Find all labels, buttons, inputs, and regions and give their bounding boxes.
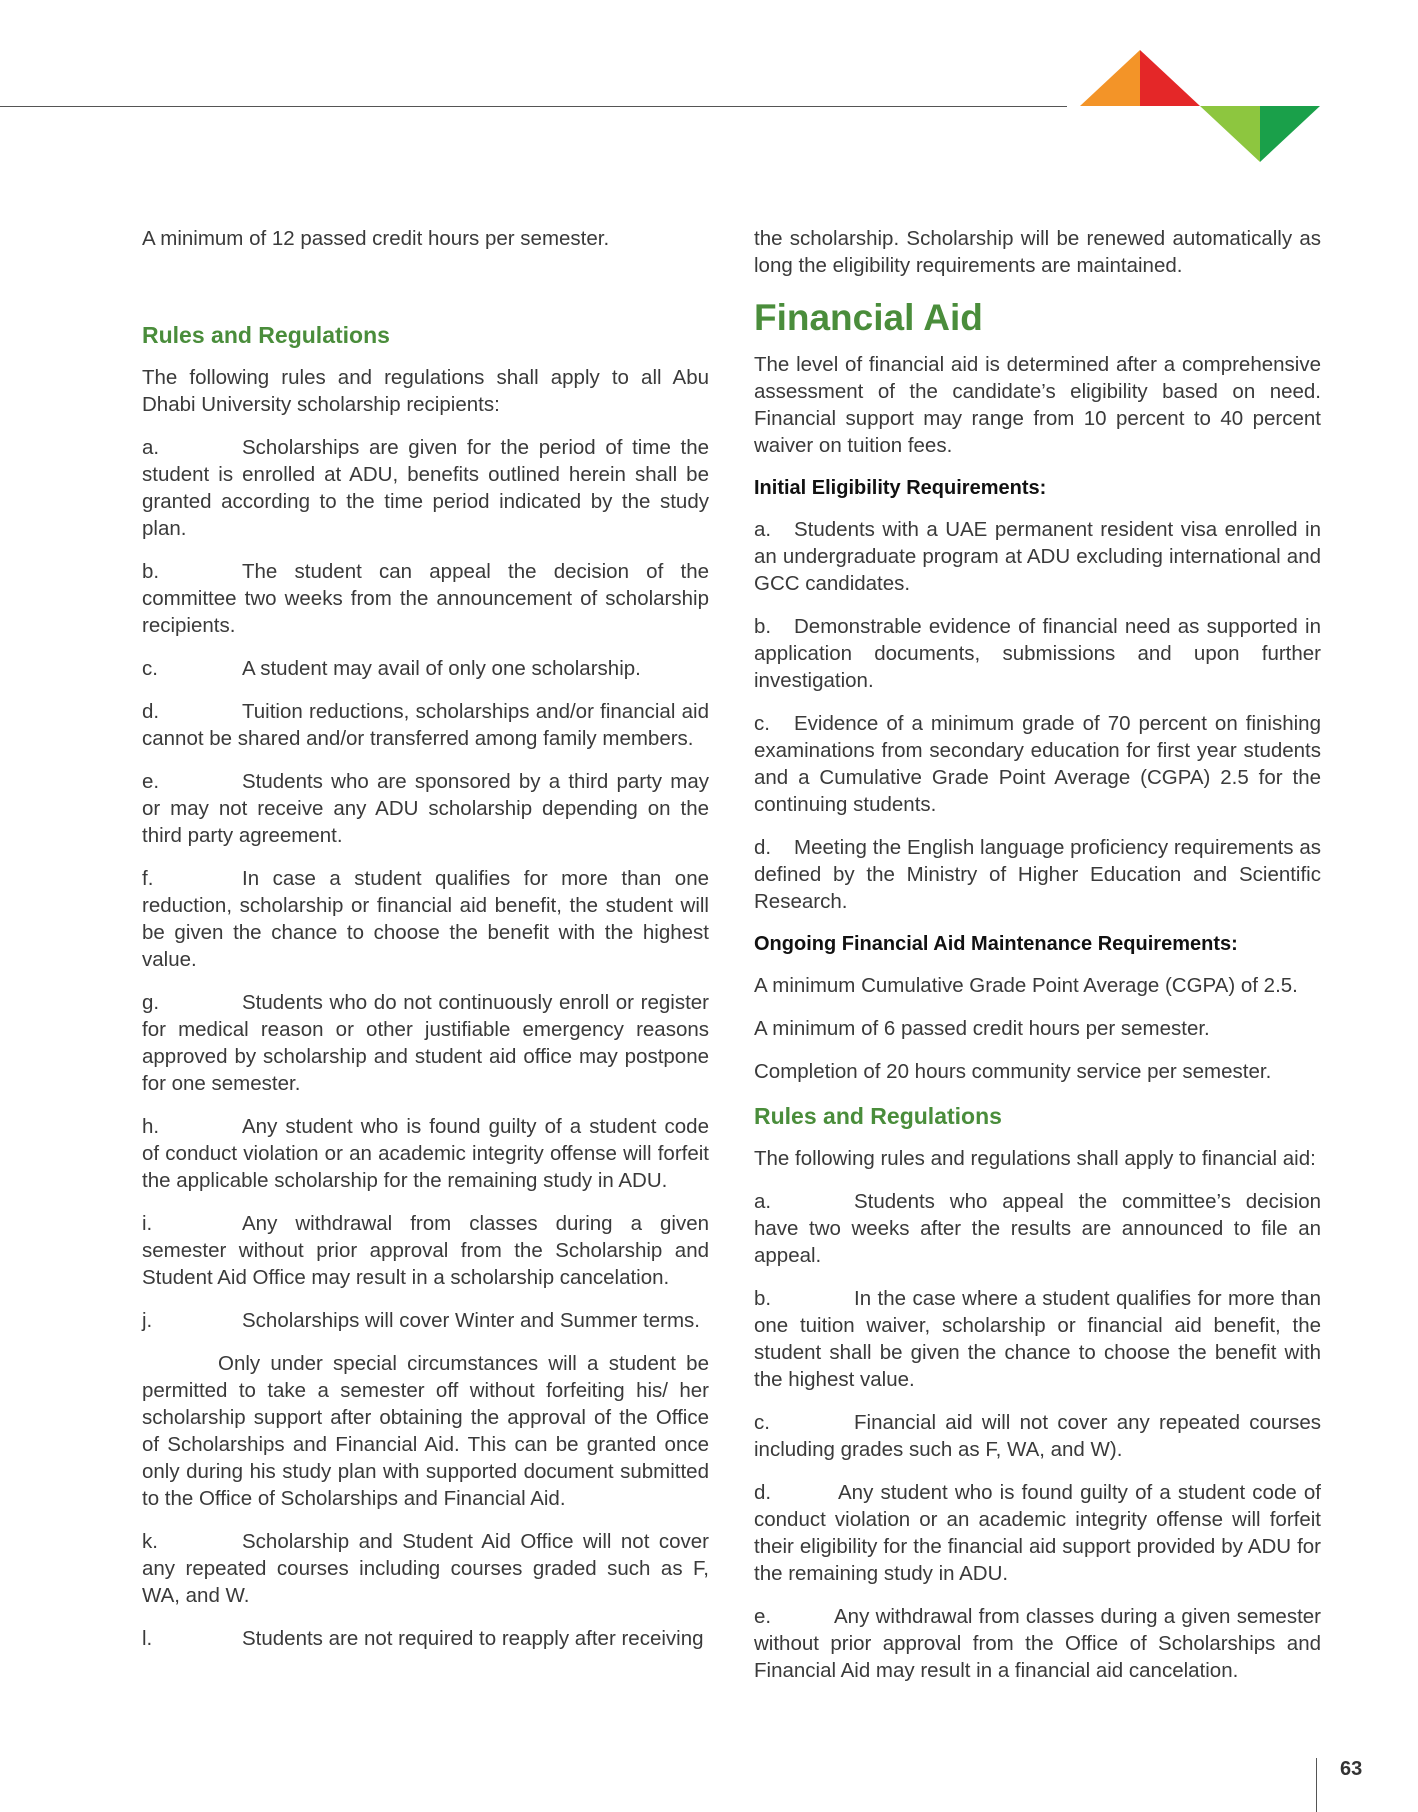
- left-column: [142, 225, 709, 1668]
- rules-lead: The following rules and regulations shall apply to all Abu Dhabi University scholarship recipients:: [142, 366, 709, 416]
- special-circumstances-paragraph: Only under special circumstances will a student be permitted to take a semester off without forfeiting his/ her scholarship support after obtaining the approval of the Office of Scholarships and Financial Aid. This can be granted once only during his study plan with supported document submitted to the Office of Scholarships and Financial Aid.: [142, 1352, 709, 1510]
- financial-aid-title: Financial Aid: [754, 297, 983, 338]
- list-item: a. Students with a UAE permanent resident visa enrolled in an undergraduate program at ADU excluding international and GCC candidates.: [754, 518, 1321, 595]
- list-item: d. Tuition reductions, scholarships and/or financial aid cannot be shared and/or transferred among family members.: [142, 700, 709, 750]
- list-item: c. Financial aid will not cover any repeated courses including grades such as F, WA, and W).: [754, 1411, 1321, 1461]
- maintenance-item: A minimum Cumulative Grade Point Average (CGPA) of 2.5.: [754, 974, 1298, 997]
- financial-aid-rules-heading: Rules and Regulations: [754, 1103, 1002, 1129]
- initial-eligibility-heading: Initial Eligibility Requirements:: [754, 477, 1047, 499]
- header-rule: [0, 106, 1067, 107]
- page-number: 63: [1340, 1758, 1363, 1780]
- list-item: a. Students who appeal the committee’s decision have two weeks after the results are announced to file an appeal.: [754, 1190, 1321, 1267]
- list-item: j. Scholarships will cover Winter and Summer terms.: [142, 1309, 700, 1332]
- footer-rule: [1316, 1758, 1317, 1812]
- maintenance-item: Completion of 20 hours community service per semester.: [754, 1060, 1272, 1083]
- list-item: h. Any student who is found guilty of a student code of conduct violation or an academic integrity offense will forfeit the applicable scholarship for the remaining study in ADU.: [142, 1115, 709, 1192]
- list-item: b. In the case where a student qualifies for more than one tuition waiver, scholarship or financial aid benefit, the student shall be given the chance to choose the benefit with the highest value.: [754, 1287, 1321, 1391]
- list-item: k. Scholarship and Student Aid Office will not cover any repeated courses including courses graded such as F, WA, and W.: [142, 1530, 709, 1607]
- list-item: d. Any student who is found guilty of a student code of conduct violation or an academic integrity offense will forfeit their eligibility for the financial aid support provided by ADU for the remaining study in ADU.: [754, 1481, 1321, 1585]
- list-item: i. Any withdrawal from classes during a given semester without prior approval from the Scholarship and Student Aid Office may result in a scholarship cancelation.: [142, 1212, 709, 1289]
- continuation-text: the scholarship. Scholarship will be renewed automatically as long the eligibility requirements are maintained.: [754, 227, 1321, 277]
- maintenance-item: A minimum of 6 passed credit hours per semester.: [754, 1017, 1210, 1040]
- list-item: e. Students who are sponsored by a third party may or may not receive any ADU scholarship depending on the third party agreement.: [142, 770, 709, 847]
- list-item: g. Students who do not continuously enroll or register for medical reason or other justifiable emergency reasons approved by scholarship and student aid office may postpone for one semester.: [142, 991, 709, 1095]
- right-column: [754, 225, 1321, 1700]
- list-item: a. Scholarships are given for the period of time the student is enrolled at ADU, benefits outlined herein shall be granted according to the time period indicated by the study plan.: [142, 436, 709, 540]
- maintenance-heading: Ongoing Financial Aid Maintenance Requirements:: [754, 933, 1238, 955]
- orange-triangle: [1080, 50, 1140, 106]
- list-item: c. Evidence of a minimum grade of 70 percent on finishing examinations from secondary education for first year students and a Cumulative Grade Point Average (CGPA) 2.5 for the continuing students.: [754, 712, 1321, 816]
- rules-heading: Rules and Regulations: [142, 322, 390, 348]
- dark-green-triangle: [1260, 106, 1320, 162]
- list-item: b. Demonstrable evidence of financial need as supported in application documents, submissions and upon further investigation.: [754, 615, 1321, 692]
- list-item: c. A student may avail of only one scholarship.: [142, 657, 641, 680]
- list-item: f. In case a student qualifies for more than one reduction, scholarship or financial aid benefit, the student will be given the chance to choose the benefit with the highest value.: [142, 867, 709, 971]
- left-intro: A minimum of 12 passed credit hours per semester.: [142, 227, 610, 250]
- tricolor-triangles-logo: [1080, 50, 1320, 162]
- financial-aid-rules-lead: The following rules and regulations shall apply to financial aid:: [754, 1147, 1316, 1170]
- red-triangle: [1140, 50, 1200, 106]
- list-item: e. Any withdrawal from classes during a given semester without prior approval from the Office of Scholarships and Financial Aid may result in a financial aid cancelation.: [754, 1605, 1321, 1682]
- list-item: b. The student can appeal the decision of the committee two weeks from the announcement of scholarship recipients.: [142, 560, 709, 637]
- light-green-triangle: [1200, 106, 1260, 162]
- financial-aid-intro: The level of financial aid is determined after a comprehensive assessment of the candidate’s eligibility based on need. Financial support may range from 10 percent to 40 percent waiver on tuition fees.: [754, 353, 1321, 457]
- list-item: l. Students are not required to reapply after receiving: [142, 1627, 704, 1650]
- list-item: d. Meeting the English language proficiency requirements as defined by the Ministry of Higher Education and Scientific Research.: [754, 836, 1321, 913]
